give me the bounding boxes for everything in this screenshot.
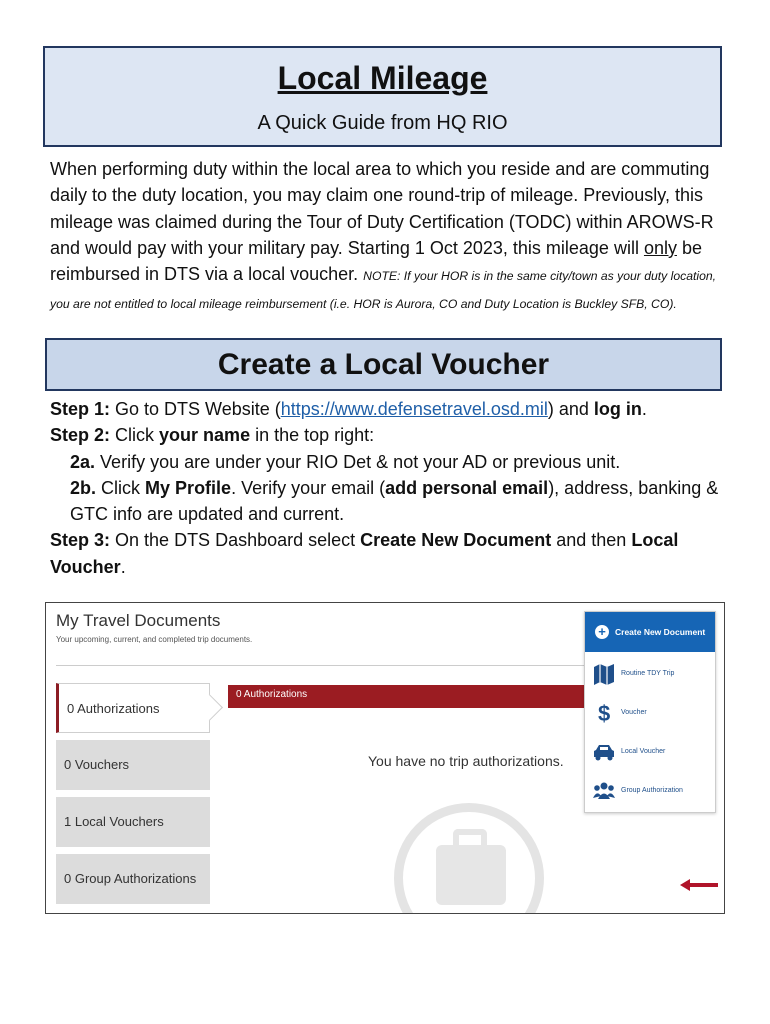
menu-item-label: Group Authorization	[621, 787, 683, 794]
intro-text-1: When performing duty within the local area to which you reside and are commuting daily to the duty location, you may claim one round-trip of mileage. Previously, this mileage was claimed during the Tour of Duty Certification (TODC) within AROWS-R and would pay with your military pay. Starting 1 Oct 2023, this mileage will	[50, 159, 714, 258]
step-2	[50, 422, 740, 448]
section-heading	[45, 338, 722, 391]
car-icon	[593, 740, 615, 764]
map-icon	[593, 662, 615, 686]
intro-note: NOTE: If your HOR is in the same city/town as your duty location, you are not entitled to local mileage reimbursement (i.e. HOR is Aurora, CO and Duty Location is Buckley SFB, CO).	[50, 269, 717, 312]
step-1-end: .	[641, 399, 647, 419]
section-title: Create a Local Voucher	[217, 348, 550, 381]
dts-subtitle: Your upcoming, current, and completed trip documents.	[56, 635, 253, 644]
suitcase-icon	[436, 845, 506, 905]
group-icon	[593, 779, 615, 803]
intro-paragraph	[50, 156, 728, 318]
tab-group-authorizations[interactable]	[56, 854, 210, 904]
menu-item-group-authorization[interactable]	[593, 779, 715, 809]
step-3-end: .	[120, 556, 126, 577]
step-2-label: Step 2:	[50, 425, 111, 446]
tab-label: 0 Vouchers	[64, 757, 130, 772]
page-subtitle: A Quick Guide from HQ RIO	[257, 112, 508, 134]
red-arrow-icon	[680, 878, 720, 892]
step-3	[50, 527, 740, 580]
step-2a-text: Verify you are under your RIO Det & not your AD or previous unit.	[100, 451, 621, 472]
plus-icon: +	[595, 625, 609, 639]
step-2b-bold-2: add personal email	[385, 477, 549, 498]
create-new-document-button[interactable]	[585, 612, 715, 652]
create-button-label: Create New Document	[615, 627, 706, 637]
step-3-text: On the DTS Dashboard select	[115, 530, 356, 551]
intro-text-2: be reimbursed in DTS via a local voucher.	[50, 237, 703, 285]
create-document-menu	[584, 611, 716, 813]
page-title: Local Mileage	[277, 60, 488, 96]
intro-only: only	[643, 237, 677, 258]
step-1-text: Go to DTS Website (	[115, 399, 281, 419]
menu-item-label: Voucher	[621, 709, 647, 716]
step-1	[50, 396, 740, 422]
step-1-bold: log in	[593, 399, 642, 419]
tab-local-vouchers[interactable]	[56, 797, 210, 847]
step-2b-text: Click	[101, 477, 141, 498]
step-2-text: Click	[115, 425, 155, 446]
dts-link[interactable]: https://www.defensetravel.osd.mil	[280, 399, 548, 419]
step-2b-label: 2b.	[70, 477, 97, 498]
step-3-bold-1: Create New Document	[360, 530, 552, 551]
svg-text:$: $	[598, 701, 611, 725]
menu-item-label: Routine TDY Trip	[621, 670, 675, 677]
tab-pointer	[196, 694, 223, 721]
step-1-label: Step 1:	[50, 399, 111, 419]
tab-label: 1 Local Vouchers	[64, 814, 164, 829]
dts-screenshot	[45, 602, 725, 914]
step-2b-text-c: ), address, banking & GTC info are updated and current.	[70, 477, 719, 525]
step-2a	[50, 449, 740, 475]
authorizations-bar: 0 Authorizations	[228, 685, 716, 708]
step-2-bold: your name	[159, 425, 251, 446]
menu-item-routine-tdy[interactable]	[593, 662, 715, 692]
tab-label: 0 Group Authorizations	[64, 871, 197, 886]
tab-label: 0 Authorizations	[67, 701, 160, 716]
step-2b-bold-1: My Profile	[145, 477, 232, 498]
menu-item-voucher[interactable]	[593, 701, 715, 731]
step-2b	[50, 475, 740, 528]
step-3-text-b: and then	[556, 530, 627, 551]
tab-vouchers[interactable]	[56, 740, 210, 790]
step-3-bold-2: Local Voucher	[50, 530, 679, 577]
menu-item-local-voucher[interactable]	[593, 740, 715, 770]
dollar-icon	[593, 701, 615, 725]
dts-title: My Travel Documents	[56, 611, 221, 630]
step-1-text-b: ) and	[547, 399, 589, 419]
title-box	[43, 46, 722, 147]
step-2-text-b: in the top right:	[255, 425, 375, 446]
steps-list	[50, 396, 740, 580]
step-3-label: Step 3:	[50, 530, 111, 551]
empty-message: You have no trip authorizations.	[368, 753, 564, 769]
step-2a-label: 2a.	[70, 451, 96, 472]
tab-authorizations[interactable]	[56, 683, 210, 733]
divider	[56, 665, 586, 666]
menu-item-label: Local Voucher	[621, 748, 666, 755]
step-2b-text-b: . Verify your email (	[231, 477, 386, 498]
